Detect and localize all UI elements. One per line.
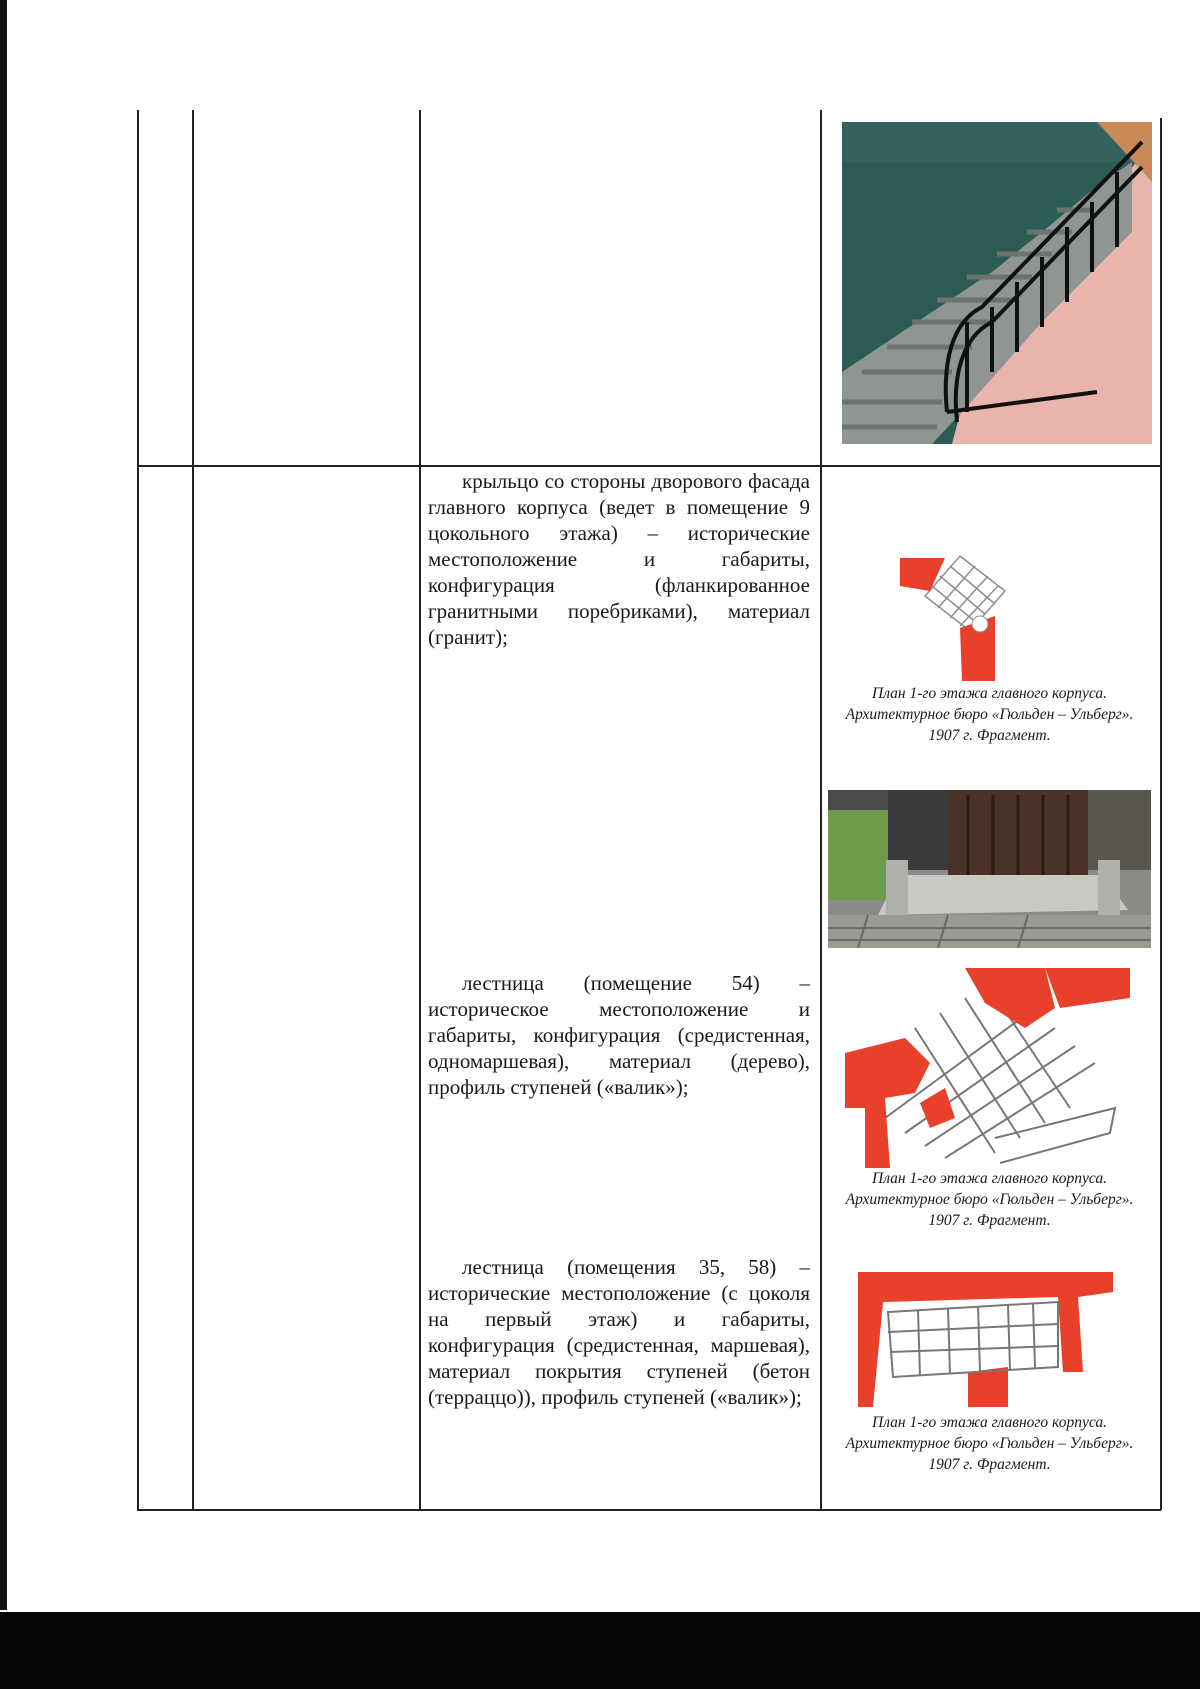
floor-plan-fragment [845, 968, 1130, 1168]
scan-bottom-band [0, 1612, 1200, 1689]
plan-caption: План 1-го этажа главного корпуса. Архитектурное бюро «Гюльден – Ульберг». 1907 г. Фрагмент. [845, 685, 1134, 744]
scan-left-edge [0, 0, 7, 1610]
staircase-54-description: лестница (помещение 54) – историческое местоположение и габариты, конфигурация (средистенная, одномаршевая), материал (дерево), профиль ступеней («валик»); [428, 971, 810, 1099]
staircase-35-58-description: лестница (помещения 35, 58) – исторические местоположение (с цоколя на первый этаж) и габариты, конфигурация (средистенная, маршевая), материал покрытия ступеней (бетон (терраццо)), профиль ступеней («валик»); [428, 1255, 810, 1409]
floor-plan-fragment [900, 546, 1030, 681]
porch-description: крыльцо со стороны дворового фасада главного корпуса (ведет в помещение 9 цокольного этажа) – исторические местоположение и габариты, конфигурация (фланкированное гранитными поребриками), материал (гранит); [428, 469, 810, 649]
plan-caption: План 1-го этажа главного корпуса. Архитектурное бюро «Гюльден – Ульберг». 1907 г. Фрагмент. [845, 1414, 1134, 1473]
plan-caption: План 1-го этажа главного корпуса. Архитектурное бюро «Гюльден – Ульберг». 1907 г. Фрагмент. [845, 1170, 1134, 1229]
floor-plan-fragment [858, 1272, 1113, 1407]
porch-photo [828, 790, 1151, 948]
staircase-photo [842, 122, 1152, 444]
